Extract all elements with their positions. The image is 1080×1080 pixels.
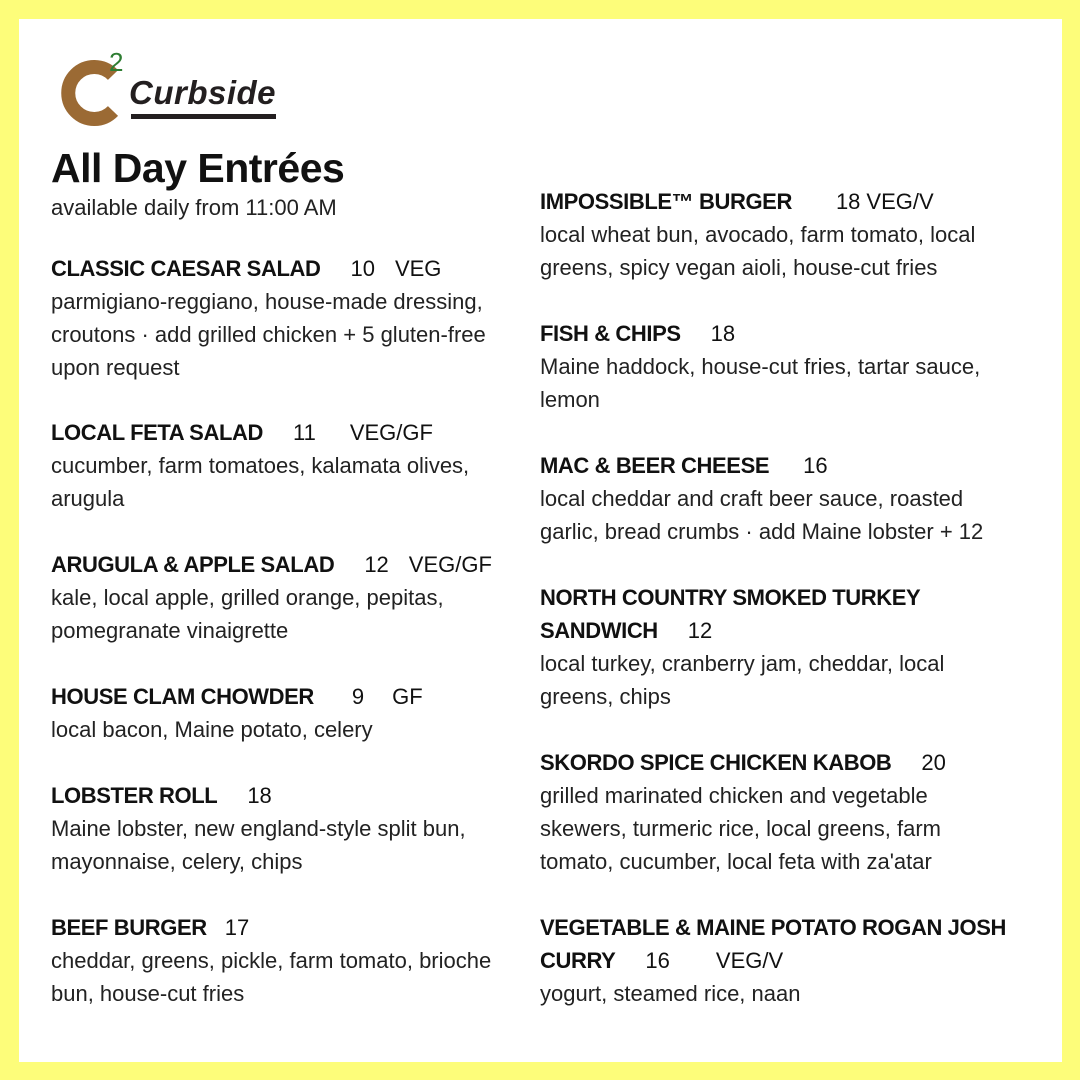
menu-item <box>540 746 1020 878</box>
item-diet: VEG <box>394 256 442 281</box>
item-name: CLASSIC CAESAR SALAD <box>51 256 321 281</box>
menu-item <box>51 252 521 384</box>
item-price: 20 <box>921 750 946 775</box>
menu-item <box>51 911 521 1010</box>
item-diet: VEG/V <box>715 948 784 973</box>
item-name: IMPOSSIBLE™ BURGER <box>540 189 792 214</box>
item-price: 16 <box>803 453 828 478</box>
item-description: local cheddar and craft beer sauce, roasted garlic, bread crumbs · add Maine lobster + 12 <box>540 486 984 544</box>
menu-item <box>540 581 1020 713</box>
menu-item <box>540 449 1020 548</box>
menu-card <box>19 19 1062 1062</box>
menu-item <box>51 548 521 647</box>
menu-item <box>51 416 521 515</box>
item-name: MAC & BEER CHEESE <box>540 453 770 478</box>
logo-underline <box>131 114 276 119</box>
item-diet: VEG/GF <box>408 552 492 577</box>
item-diet: VEG/GF <box>349 420 433 445</box>
item-price: 16 <box>645 948 670 973</box>
item-description: local turkey, cranberry jam, cheddar, local greens, chips <box>540 651 945 709</box>
item-price: 18 <box>247 783 272 808</box>
item-price: 12 <box>364 552 389 577</box>
item-price: 12 <box>687 618 713 643</box>
item-description: Maine haddock, house-cut fries, tartar sauce, lemon <box>540 354 981 412</box>
item-name: LOCAL FETA SALAD <box>51 420 263 445</box>
logo-superscript: 2 <box>109 47 124 77</box>
item-name: LOBSTER ROLL <box>51 783 218 808</box>
page-title: All Day Entrées <box>51 145 345 191</box>
item-name: BEEF BURGER <box>51 915 207 940</box>
item-description: grilled marinated chicken and vegetable skewers, turmeric rice, local greens, farm tomato, cucumber, local feta with za'atar <box>540 783 941 874</box>
item-price: 17 <box>224 915 250 940</box>
item-description: local wheat bun, avocado, farm tomato, local greens, spicy vegan aioli, house-cut fries <box>540 222 976 280</box>
item-price: 10 <box>350 256 375 281</box>
menu-item <box>540 317 1020 416</box>
item-diet: VEG/V <box>866 189 934 214</box>
menu-item <box>540 911 1020 1010</box>
logo-wordmark: Curbside <box>129 74 277 111</box>
curbside-logo <box>53 47 293 133</box>
item-price: 9 <box>351 684 365 709</box>
item-name: FISH & CHIPS <box>540 321 681 346</box>
item-price: 18 <box>835 189 861 214</box>
item-price: 11 <box>292 420 316 445</box>
menu-item <box>540 185 1020 284</box>
item-diet: GF <box>392 684 423 709</box>
item-description: cheddar, greens, pickle, farm tomato, brioche bun, house-cut fries <box>51 948 492 1006</box>
item-description: cucumber, farm tomatoes, kalamata olives, arugula <box>51 453 470 511</box>
item-description: parmigiano-reggiano, house-made dressing, croutons · add grilled chicken + 5 gluten-free upon request <box>51 289 486 380</box>
item-name: VEGETABLE & MAINE POTATO ROGAN JOSH CURRY <box>540 915 1006 973</box>
item-price: 18 <box>710 321 736 346</box>
availability-subtitle: available daily from 11:00 AM <box>51 195 337 220</box>
item-name: NORTH COUNTRY SMOKED TURKEY SANDWICH <box>540 585 920 643</box>
item-name: ARUGULA & APPLE SALAD <box>51 552 335 577</box>
item-description: kale, local apple, grilled orange, pepitas, pomegranate vinaigrette <box>51 585 444 643</box>
item-description: yogurt, steamed rice, naan <box>540 981 801 1006</box>
menu-item <box>51 680 521 746</box>
menu-item <box>51 779 521 878</box>
item-name: SKORDO SPICE CHICKEN KABOB <box>540 750 892 775</box>
item-description: local bacon, Maine potato, celery <box>51 717 373 742</box>
item-name: HOUSE CLAM CHOWDER <box>51 684 314 709</box>
item-description: Maine lobster, new england-style split bun, mayonnaise, celery, chips <box>51 816 466 874</box>
